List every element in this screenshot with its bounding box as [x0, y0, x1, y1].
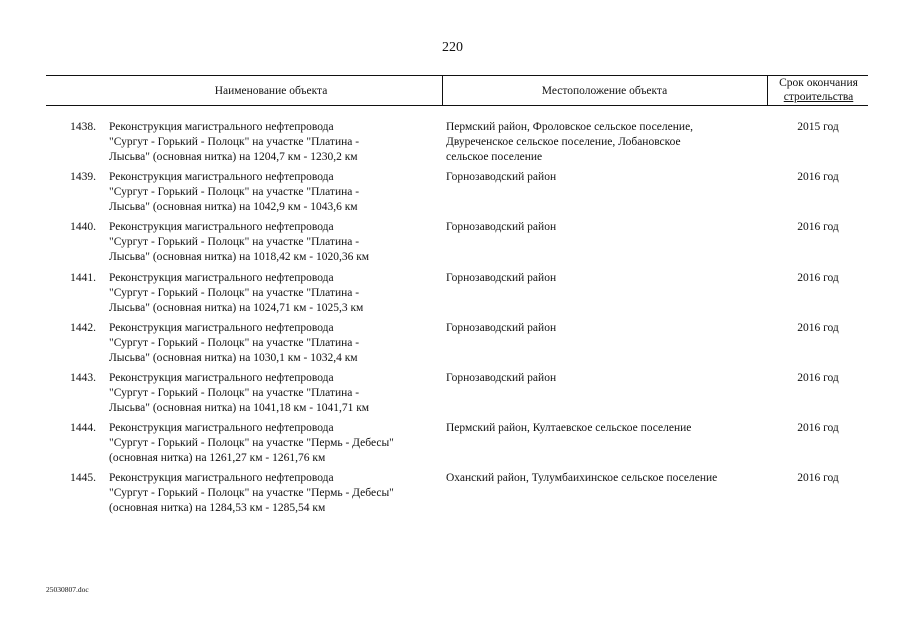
object-location: Горнозаводский район: [446, 271, 557, 284]
object-location: Горнозаводский район: [446, 221, 557, 234]
table-header-bottom-rule: [46, 105, 868, 106]
row-number: 1443.: [70, 371, 96, 384]
completion-term: 2016 год: [797, 271, 839, 284]
object-name: Реконструкция магистрального нефтепровода "Сургут - Горький - Полоцк" на участке "Пермь - Дебесы" (основная нитка) на 1261,27 км - 1261,76 км: [109, 422, 394, 465]
column-header-term: [769, 76, 868, 104]
row-number: 1438.: [70, 121, 96, 133]
object-name: Реконструкция магистрального нефтепровода "Сургут - Горький - Полоцк" на участке "Платина - Лысьва" (основная нитка) на 1024,71 км - 1025,3 км: [109, 271, 364, 314]
object-location: Оханский район, Тулумбаихинское сельское поселение: [446, 472, 718, 485]
column-header-term-line1: Срок окончания: [779, 77, 858, 89]
table-body: [46, 120, 868, 522]
object-location: Пермский район, Фроловское сельское поселение, Двуреченское сельское поселение, Лобановское сельское поселение: [446, 121, 694, 163]
page-number: 220: [442, 40, 463, 55]
header-column-divider: [767, 75, 768, 105]
row-number: 1445.: [70, 472, 96, 485]
row-number: 1442.: [70, 321, 96, 334]
column-header-term-line2: строительства: [783, 91, 854, 103]
object-name: Реконструкция магистрального нефтепровода "Сургут - Горький - Полоцк" на участке "Платина - Лысьва" (основная нитка) на 1204,7 км - 1230,2 км: [109, 121, 360, 163]
completion-term: 2016 год: [797, 422, 839, 435]
completion-term: 2016 год: [797, 371, 839, 384]
table-row: [46, 220, 868, 270]
object-name: Реконструкция магистрального нефтепровода "Сургут - Горький - Полоцк" на участке "Пермь - Дебесы" (основная нитка) на 1284,53 км - 1285,54 км: [109, 472, 394, 515]
completion-term: 2016 год: [797, 321, 839, 334]
object-name: Реконструкция магистрального нефтепровода "Сургут - Горький - Полоцк" на участке "Платина - Лысьва" (основная нитка) на 1041,18 км - 1041,71 км: [109, 371, 370, 414]
object-name: Реконструкция магистрального нефтепровода "Сургут - Горький - Полоцк" на участке "Платина - Лысьва" (основная нитка) на 1018,42 км - 1020,36 км: [109, 221, 370, 264]
completion-term: 2016 год: [797, 472, 839, 485]
object-location: Горнозаводский район: [446, 371, 557, 384]
table-row: [46, 471, 868, 521]
column-header-name: Наименование объекта: [214, 85, 328, 97]
object-location: Пермский район, Култаевское сельское поселение: [446, 422, 692, 435]
object-location: Горнозаводский район: [446, 321, 557, 334]
row-number: 1439.: [70, 171, 96, 184]
object-location: Горнозаводский район: [446, 171, 557, 184]
document-filename: 25030807.doc: [46, 585, 89, 594]
column-header-location: Местоположение объекта: [541, 85, 668, 97]
table-header-top-rule: [46, 75, 868, 76]
object-name: Реконструкция магистрального нефтепровода "Сургут - Горький - Полоцк" на участке "Платина - Лысьва" (основная нитка) на 1042,9 км - 1043,6 км: [109, 171, 360, 214]
table-row: [46, 170, 868, 220]
row-number: 1440.: [70, 221, 96, 234]
table-row: [46, 321, 868, 371]
table-row: [46, 271, 868, 321]
completion-term: 2016 год: [797, 171, 839, 184]
table-row: [46, 371, 868, 421]
table-row: [46, 421, 868, 471]
completion-term: 2015 год: [797, 121, 839, 133]
row-number: 1441.: [70, 271, 96, 284]
row-number: 1444.: [70, 422, 96, 435]
completion-term: 2016 год: [797, 221, 839, 234]
object-name: Реконструкция магистрального нефтепровода "Сургут - Горький - Полоцк" на участке "Платина - Лысьва" (основная нитка) на 1030,1 км - 1032,4 км: [109, 321, 360, 364]
table-row: [46, 120, 868, 170]
